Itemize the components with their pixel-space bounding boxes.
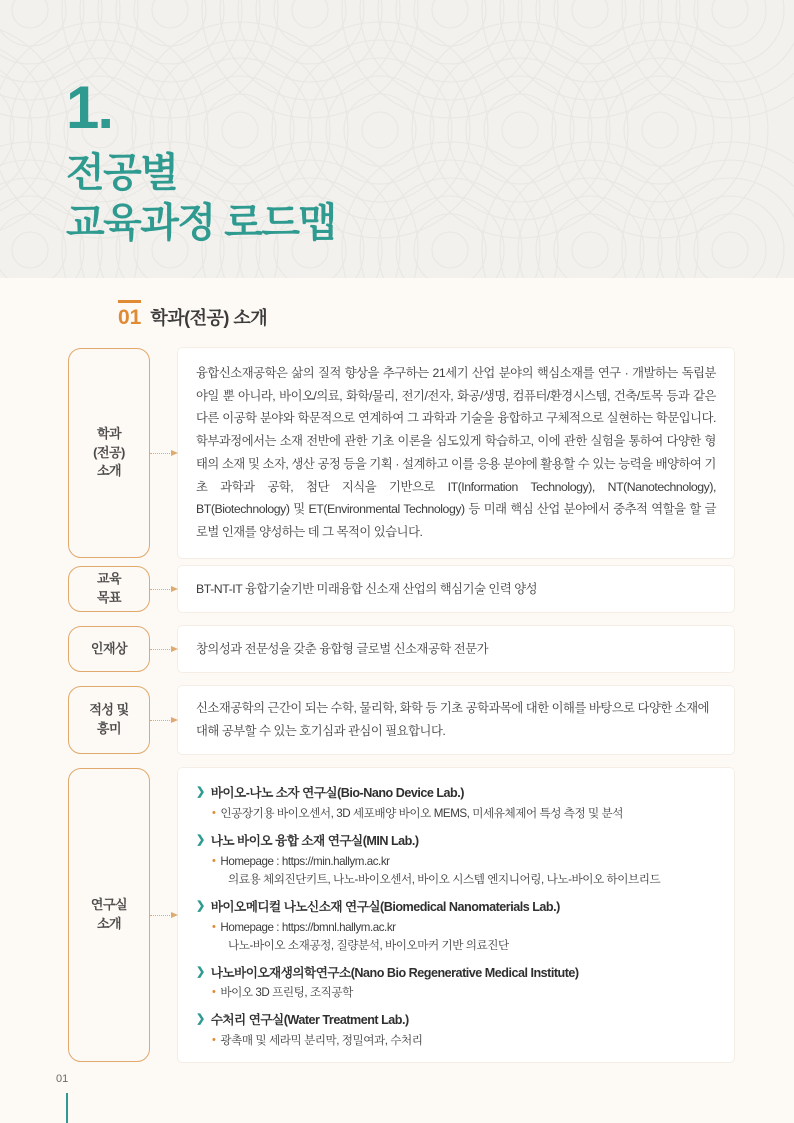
lab-detail-text: 바이오 3D 프린팅, 조직공학	[220, 986, 353, 1000]
chevron-right-icon: ❯	[196, 833, 205, 846]
lab-detail-text: 광촉매 및 세라믹 분리막, 정밀여과, 수처리	[220, 1034, 423, 1048]
lab-detail-line	[212, 853, 716, 871]
lab-title-text: 수처리 연구실(Water Treatment Lab.)	[210, 1013, 409, 1028]
lab-title	[196, 964, 716, 983]
connector-arrow-icon	[150, 686, 178, 754]
row-label-line: (전공)	[93, 444, 125, 460]
connector-arrow-icon	[150, 566, 178, 612]
labs-content	[178, 768, 734, 1062]
table-row	[68, 686, 734, 754]
row-label	[68, 566, 150, 612]
chevron-right-icon: ❯	[196, 899, 205, 912]
chapter-title-line-2: 교육과정 로드맵	[66, 201, 336, 245]
lab-detail	[212, 919, 716, 955]
lab-title	[196, 832, 716, 851]
lab-detail	[212, 1032, 716, 1050]
row-content: 창의성과 전문성을 갖춘 융합형 글로벌 신소재공학 전문가	[178, 626, 734, 672]
bullet-dot-icon: •	[212, 1034, 216, 1047]
lab-title	[196, 784, 716, 803]
lab-homepage[interactable]: Homepage : https://bmnl.hallym.ac.kr	[220, 920, 396, 934]
row-content: 신소재공학의 근간이 되는 수학, 물리학, 화학 등 기초 공학과목에 대한 이해를 바탕으로 다양한 소재에 대해 공부할 수 있는 호기심과 관심이 필요합니다.	[178, 686, 734, 754]
row-label	[68, 768, 150, 1062]
chevron-right-icon: ❯	[196, 965, 205, 978]
row-label	[68, 686, 150, 754]
row-content: 융합신소재공학은 삶의 질적 향상을 추구하는 21세기 산업 분야의 핵심소재를 연구 · 개발하는 독립분야일 뿐 아니라, 바이오/의료, 화학/물리, 전기/전자, 화공/생명, 컴퓨터/환경시스템, 건축/토목 등과 같은 다른 이공학 분야와 학문적으로 연계하여 그 과학과 기술을 융합하고 구체적으로 실현하는 학문입니다. 학부과정에서는 소재 전반에 관한 기초 이론을 심도있게 학습하고, 이에 관한 실험을 통하여 다양한 형태의 소재 및 소자, 생산 공정 등을 기획 · 설계하고 이를 응용 분야에 활용할 수 있는 능력을 배양하여 기초 과학과 공학, 첨단 지식을 기반으로 IT(Information Technology), NT(Nanotechnology), BT(Biotechnology) 및 ET(Environmental Technology) 등 미래 핵심 산업 분야에서 중추적 역할을 할 글로벌 인재를 양성하는 데 그 목적이 있습니다.	[178, 348, 734, 558]
row-label	[68, 626, 150, 672]
chevron-right-icon: ❯	[196, 1013, 205, 1026]
lab-detail-line	[212, 1032, 716, 1050]
bullet-dot-icon: •	[212, 854, 216, 867]
row-label-line: 소개	[96, 916, 122, 931]
table-row	[68, 626, 734, 672]
footer-accent-bar	[66, 1093, 68, 1123]
lab-title-text: 나노 바이오 융합 소재 연구실(MIN Lab.)	[210, 833, 419, 848]
list-item	[196, 784, 716, 823]
lab-title	[196, 898, 716, 917]
list-item	[196, 832, 716, 889]
lab-homepage[interactable]: Homepage : https://min.hallym.ac.kr	[220, 854, 390, 868]
lab-title-text: 바이오메디컬 나노신소재 연구실(Biomedical Nanomaterials Lab.)	[210, 899, 560, 914]
lab-detail	[212, 853, 716, 889]
lab-detail-line	[212, 805, 716, 823]
row-label	[68, 348, 150, 558]
lab-title-text: 바이오-나노 소자 연구실(Bio-Nano Device Lab.)	[210, 786, 464, 800]
lab-title	[196, 1011, 716, 1030]
chapter-title-line-1: 전공별	[66, 151, 178, 195]
chapter-title	[66, 148, 336, 248]
page-number: 01	[56, 1073, 69, 1085]
connector-arrow-icon	[150, 348, 178, 558]
row-label-line: 흥미	[96, 721, 122, 736]
lab-detail-text: 인공장기용 바이오센서, 3D 세포배양 바이오 MEMS, 미세유체제어 특성 측정 및 분석	[220, 806, 624, 820]
section-heading	[118, 300, 267, 330]
section-number: 01	[118, 300, 141, 328]
list-item	[196, 898, 716, 955]
bullet-dot-icon: •	[212, 920, 216, 933]
chevron-right-icon: ❯	[196, 786, 205, 798]
row-label-line: 적성 및	[89, 702, 129, 718]
table-row	[68, 566, 734, 612]
lab-detail	[212, 984, 716, 1002]
table-row-labs	[68, 768, 734, 1062]
lab-detail-line	[212, 919, 716, 937]
table-row	[68, 348, 734, 558]
chapter-number: 1.	[66, 74, 113, 141]
connector-arrow-icon	[150, 768, 178, 1062]
bullet-dot-icon: •	[212, 806, 216, 819]
lab-detail	[212, 805, 716, 823]
row-label-line: 소개	[96, 463, 122, 479]
row-label-line: 목표	[96, 590, 122, 605]
list-item	[196, 1011, 716, 1050]
row-label-line: 인재상	[90, 640, 128, 656]
row-label-line: 교육	[96, 571, 122, 587]
lab-detail-subtext: 의료용 체외진단키트, 나노-바이오센서, 바이오 시스템 엔지니어링, 나노-바이오 하이브리드	[228, 872, 661, 886]
row-label-line: 학과	[96, 425, 122, 441]
row-content: BT-NT-IT 융합기술기반 미래융합 신소재 산업의 핵심기술 인력 양성	[178, 566, 734, 612]
section-title: 학과(전공) 소개	[150, 308, 268, 328]
lab-detail-subtext: 나노-바이오 소재공정, 질량분석, 바이오마커 기반 의료진단	[228, 938, 509, 952]
list-item	[196, 964, 716, 1003]
bullet-dot-icon: •	[212, 986, 216, 999]
row-label-line: 연구실	[90, 897, 128, 913]
header-band	[0, 0, 794, 278]
connector-arrow-icon	[150, 626, 178, 672]
lab-detail-line	[212, 984, 716, 1002]
lab-title-text: 나노바이오재생의학연구소(Nano Bio Regenerative Medical Institute)	[210, 965, 579, 980]
